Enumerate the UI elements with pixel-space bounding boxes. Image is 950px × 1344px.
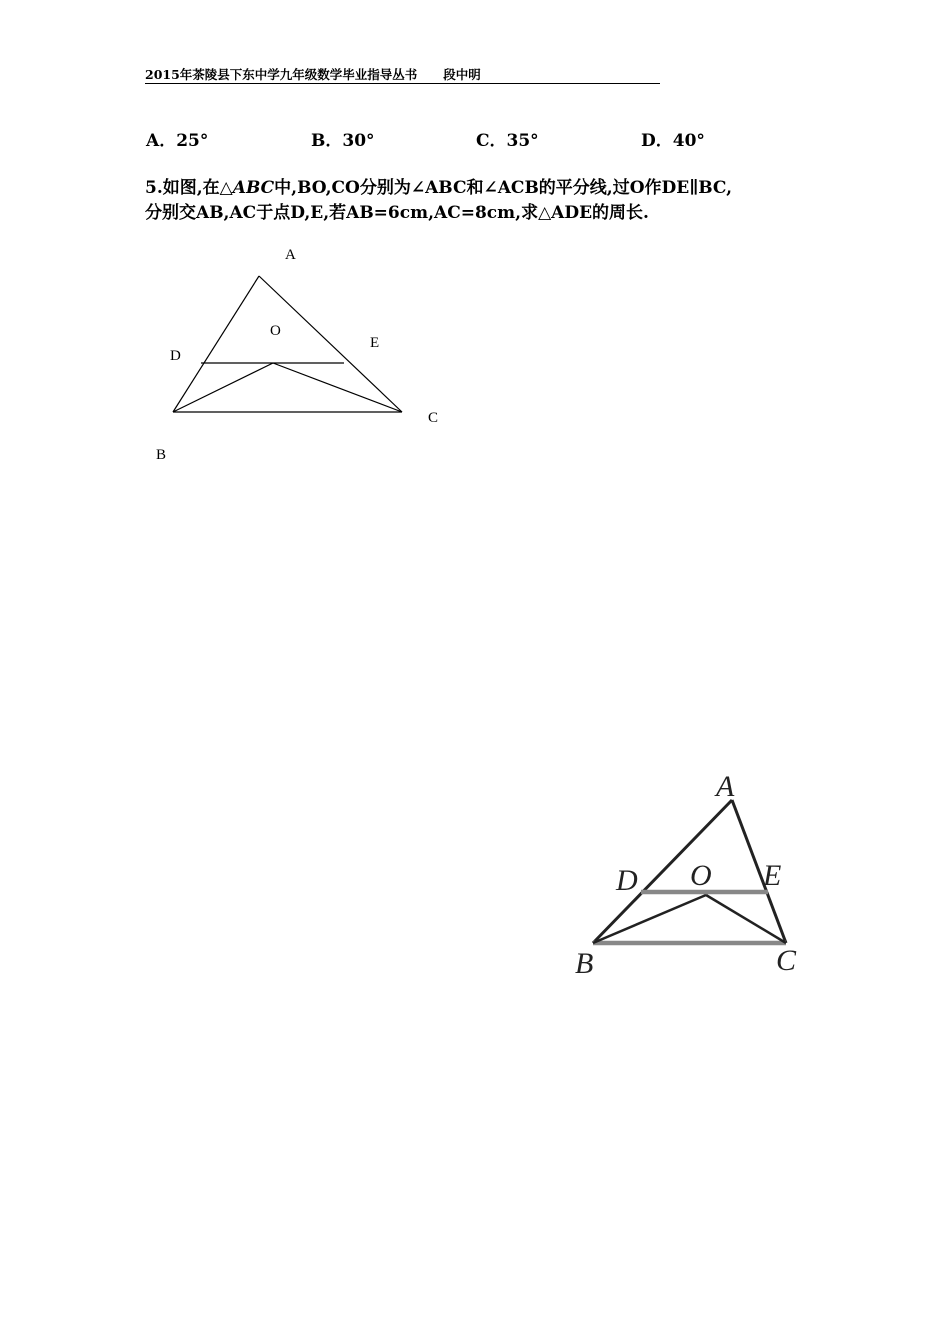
segment-co xyxy=(273,363,402,412)
segment-bo xyxy=(593,895,706,943)
triangle-figure-1 xyxy=(150,240,460,470)
label-o: O xyxy=(690,859,712,892)
label-e: E xyxy=(370,335,380,351)
label-b: B xyxy=(156,447,167,463)
label-e: E xyxy=(763,859,782,892)
triangle-figure-2 xyxy=(570,765,820,985)
option-c: C．35° xyxy=(476,131,539,151)
question-line1-rest: 中,BO,CO分别为∠ABC和∠ACB的平分线,过O作DE∥BC, xyxy=(274,178,733,198)
answer-options xyxy=(0,126,950,150)
label-o: O xyxy=(270,323,281,339)
label-a: A xyxy=(285,247,296,263)
question-number: 5. xyxy=(145,178,163,198)
label-a: A xyxy=(716,770,735,803)
side-ab xyxy=(173,276,259,412)
label-c: C xyxy=(776,944,797,977)
option-a: A．25° xyxy=(146,131,209,151)
question-triangle: ABC xyxy=(232,178,275,198)
question-prefix: 如图,在△ xyxy=(162,178,233,198)
segment-co xyxy=(706,895,786,943)
side-ac xyxy=(259,276,402,412)
label-d: D xyxy=(170,348,181,364)
option-b: B．30° xyxy=(311,131,375,151)
question-5 xyxy=(145,176,825,226)
header-title: 2015年茶陵县下东中学九年级数学毕业指导丛书 xyxy=(145,67,418,82)
page-header xyxy=(145,66,660,84)
header-author: 段中明 xyxy=(443,67,481,82)
label-c: C xyxy=(428,410,439,426)
label-b: B xyxy=(575,947,594,980)
option-d: D．40° xyxy=(641,131,705,151)
label-d: D xyxy=(616,864,638,897)
question-line2: 分别交AB,AC于点D,E,若AB=6cm,AC=8cm,求△ADE的周长. xyxy=(145,203,649,223)
